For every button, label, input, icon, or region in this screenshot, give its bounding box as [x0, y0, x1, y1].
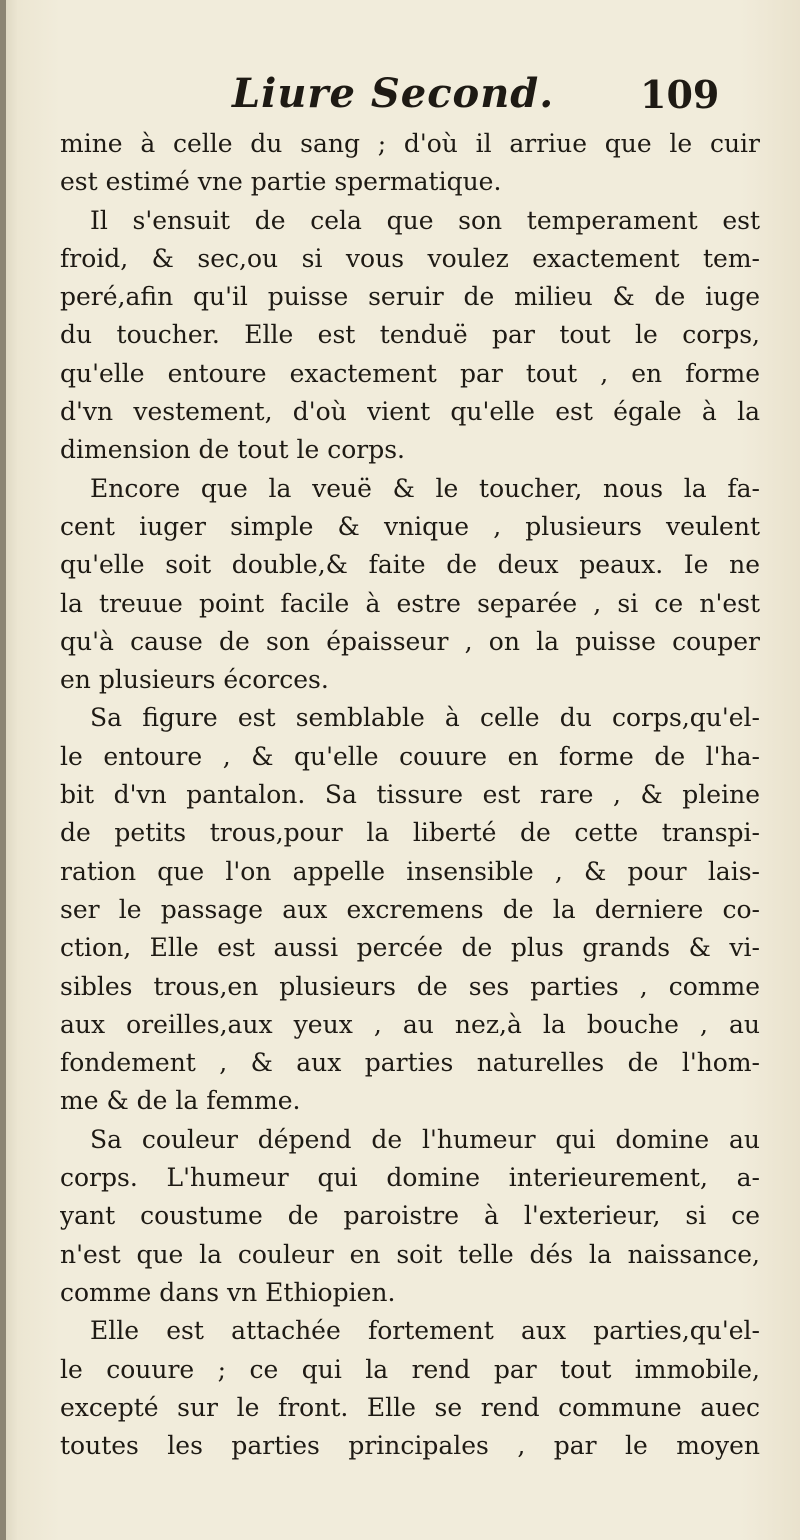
- text-line: sibles trous,en plusieurs de ses parties , comme: [60, 971, 760, 1001]
- text-line: mine à celle du sang ; d'où il arriue que le cuir: [60, 129, 760, 158]
- page-header: [0, 70, 800, 130]
- text-line: qu'elle soit double,& faite de deux peaux. Ie ne: [60, 550, 760, 580]
- text-line: du toucher. Elle est tenduë par tout le corps,: [60, 320, 760, 350]
- text-line: fondement , & aux parties naturelles de l'hom-: [60, 1048, 760, 1078]
- text-line: ration que l'on appelle insensible , & pour lais-: [60, 856, 760, 886]
- text-line: me & de la femme.: [60, 1086, 301, 1116]
- text-line: toutes les parties principales , par le moyen: [60, 1431, 760, 1461]
- text-line: en plusieurs écorces.: [60, 665, 329, 695]
- text-line: bit d'vn pantalon. Sa tissure est rare , & pleine: [60, 780, 760, 810]
- text-line: Elle est attachée fortement aux parties,qu'el-: [90, 1316, 760, 1346]
- body-text: [60, 125, 760, 1465]
- text-line: corps. L'humeur qui domine interieurement, a-: [60, 1163, 760, 1193]
- text-line: d'vn vestement, d'où vient qu'elle est égale à la: [60, 397, 760, 427]
- text-line: yant coustume de paroistre à l'exterieur, si ce: [60, 1201, 760, 1231]
- text-line: qu'à cause de son épaisseur , on la puisse couper: [60, 626, 760, 656]
- text-line: la treuue point facile à estre separée , si ce n'est: [60, 588, 760, 618]
- book-spine-edge: [0, 0, 6, 1540]
- text-line: ser le passage aux excremens de la derniere co-: [60, 894, 760, 924]
- text-line: est estimé vne partie spermatique.: [60, 167, 502, 197]
- text-line: peré,afin qu'il puisse seruir de milieu & de iuge: [60, 282, 760, 312]
- text-line: comme dans vn Ethiopien.: [60, 1277, 396, 1307]
- page-number: 109: [640, 72, 720, 117]
- text-line: Encore que la veuë & le toucher, nous la fa-: [90, 473, 760, 503]
- text-line: n'est que la couleur en soit telle dés la naissance,: [60, 1239, 760, 1269]
- text-line: aux oreilles,aux yeux , au nez,à la bouche , au: [60, 1009, 760, 1039]
- text-line: excepté sur le front. Elle se rend commune auec: [60, 1392, 760, 1422]
- text-line: dimension de tout le corps.: [60, 435, 405, 465]
- text-line: Sa couleur dépend de l'humeur qui domine au: [90, 1124, 760, 1154]
- text-line: froid, & sec,ou si vous voulez exactement tem-: [60, 243, 760, 273]
- text-line: le entoure , & qu'elle couure en forme de l'ha-: [60, 741, 760, 771]
- text-line: cent iuger simple & vnique , plusieurs veulent: [60, 511, 760, 541]
- text-line: le couure ; ce qui la rend par tout immobile,: [60, 1354, 760, 1384]
- running-title: Liure Second.: [232, 70, 555, 117]
- text-line: de petits trous,pour la liberté de cette transpi-: [60, 818, 760, 848]
- text-line: ction, Elle est aussi percée de plus grands & vi-: [60, 933, 760, 963]
- text-line: Il s'ensuit de cela que son temperament est: [90, 205, 760, 235]
- text-line: Sa figure est semblable à celle du corps,qu'el-: [90, 703, 760, 733]
- text-line: qu'elle entoure exactement par tout , en forme: [60, 358, 760, 388]
